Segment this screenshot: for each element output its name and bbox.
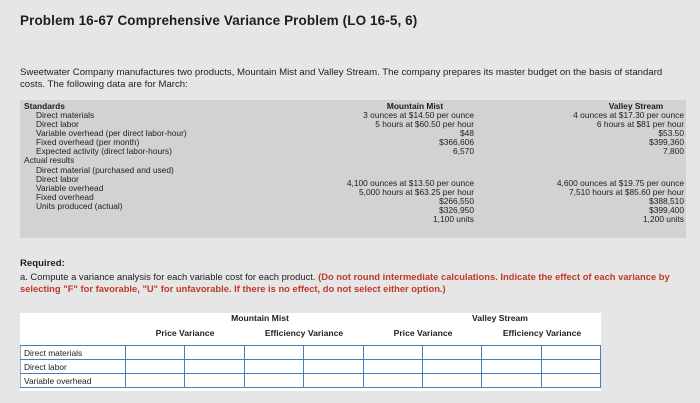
row-label: Standards	[24, 101, 65, 111]
answer-cell[interactable]	[126, 346, 185, 360]
mountain-mist-value: $266,550	[439, 196, 474, 206]
answer-cell[interactable]	[244, 360, 303, 374]
answer-cell[interactable]	[363, 360, 422, 374]
fu-cell[interactable]	[422, 360, 481, 374]
valley-stream-value: 4,600 ounces at $19.75 per ounce	[556, 178, 684, 188]
valley-stream-header: Valley Stream	[608, 101, 664, 111]
row-label: Direct materials	[36, 110, 95, 120]
answer-cell[interactable]	[482, 374, 541, 388]
row-label: Expected activity (direct labor-hours)	[36, 146, 172, 156]
answer-grid	[20, 345, 601, 388]
part-a-prefix: a. Compute a variance analysis for each variable cost for each product.	[20, 271, 316, 282]
row-label: Fixed overhead	[36, 192, 94, 202]
problem-intro: Sweetwater Company manufactures two products, Mountain Mist and Valley Stream. The company prepares its master budget on the basis of standard costs. The following data are for March:	[20, 67, 663, 90]
mountain-mist-value: 4,100 ounces at $13.50 per ounce	[346, 178, 474, 188]
valley-stream-value: 7,800	[663, 146, 684, 156]
valley-stream-value: 7,510 hours at $85.60 per hour	[568, 187, 684, 197]
fu-cell[interactable]	[304, 360, 363, 374]
valley-stream-value: $388,510	[649, 196, 684, 206]
mountain-mist-group: Mountain Mist	[231, 313, 289, 323]
fu-cell[interactable]	[185, 360, 244, 374]
row-label: Variable overhead	[21, 374, 126, 388]
mountain-mist-value: $366,606	[439, 137, 474, 147]
mountain-mist-value: 5 hours at $60.50 per hour	[375, 119, 474, 129]
table-row	[21, 346, 601, 360]
mountain-mist-value: 1,100 units	[433, 214, 474, 224]
mountain-mist-value: 6,570	[453, 146, 474, 156]
mm-price-variance-header: Price Variance	[155, 328, 215, 338]
mountain-mist-value: 5,000 hours at $63.25 per hour	[358, 187, 474, 197]
required-instructions	[20, 271, 690, 294]
mountain-mist-value: $326,950	[439, 205, 474, 215]
row-label: Direct material (purchased and used)	[36, 165, 174, 175]
fu-cell[interactable]	[541, 374, 600, 388]
required-heading: Required:	[20, 258, 65, 269]
table-row	[21, 360, 601, 374]
vs-efficiency-variance-header: Efficiency Variance	[502, 328, 582, 338]
mm-efficiency-variance-header: Efficiency Variance	[264, 328, 344, 338]
fu-cell[interactable]	[185, 374, 244, 388]
row-label: Direct labor	[21, 360, 126, 374]
row-label: Variable overhead (per direct labor-hour)	[36, 128, 187, 138]
part-a-emphasis: (Do not round intermediate calculations. Indicate the effect of each variance by selecting "F" for favorable, "U" for unfavorable. If there is no effect, do not select either option.)	[20, 271, 670, 294]
table-row	[21, 374, 601, 388]
standards-data-table	[20, 100, 686, 238]
fu-cell[interactable]	[541, 346, 600, 360]
vs-price-variance-header: Price Variance	[393, 328, 453, 338]
row-label: Actual results	[24, 155, 75, 165]
valley-stream-value: $399,360	[649, 137, 684, 147]
answer-cell[interactable]	[244, 346, 303, 360]
mountain-mist-value: $48	[460, 128, 474, 138]
row-label: Variable overhead	[36, 183, 104, 193]
row-label: Fixed overhead (per month)	[36, 137, 140, 147]
answer-cell[interactable]	[363, 374, 422, 388]
row-label: Direct labor	[36, 119, 79, 129]
fu-cell[interactable]	[304, 374, 363, 388]
mountain-mist-value: 3 ounces at $14.50 per ounce	[363, 110, 474, 120]
answer-cell[interactable]	[126, 360, 185, 374]
fu-cell[interactable]	[422, 374, 481, 388]
answer-group-header	[20, 313, 601, 327]
valley-stream-value: 6 hours at $81 per hour	[596, 119, 684, 129]
mountain-mist-header: Mountain Mist	[386, 101, 444, 111]
answer-cell[interactable]	[482, 360, 541, 374]
valley-stream-value: 1,200 units	[643, 214, 684, 224]
row-label: Direct materials	[21, 346, 126, 360]
answer-cell[interactable]	[482, 346, 541, 360]
row-label: Direct labor	[36, 174, 79, 184]
fu-cell[interactable]	[541, 360, 600, 374]
answer-subheader	[20, 328, 601, 342]
answer-cell[interactable]	[126, 374, 185, 388]
fu-cell[interactable]	[304, 346, 363, 360]
row-label: Units produced (actual)	[36, 201, 123, 211]
valley-stream-value: 4 ounces at $17.30 per ounce	[573, 110, 684, 120]
valley-stream-group: Valley Stream	[472, 313, 528, 323]
fu-cell[interactable]	[422, 346, 481, 360]
valley-stream-value: $53.50	[658, 128, 684, 138]
problem-title: Problem 16-67 Comprehensive Variance Problem (LO 16-5, 6)	[20, 13, 418, 28]
fu-cell[interactable]	[185, 346, 244, 360]
answer-cell[interactable]	[244, 374, 303, 388]
valley-stream-value: $399,400	[649, 205, 684, 215]
variance-answer-table	[20, 313, 601, 391]
answer-cell[interactable]	[363, 346, 422, 360]
